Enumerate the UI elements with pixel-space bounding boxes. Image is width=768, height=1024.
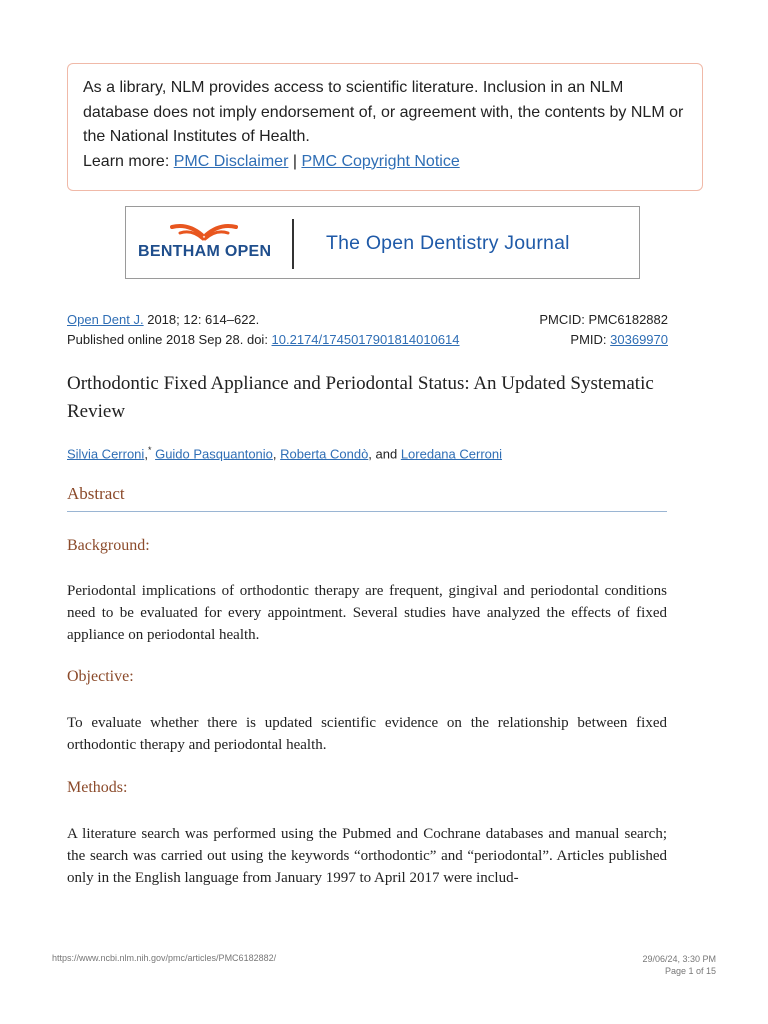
doi-link[interactable]: 10.2174/1745017901814010614 [271,332,460,347]
objective-heading: Objective: [67,668,134,685]
methods-heading: Methods: [67,779,128,796]
volume-pages: 2018; 12: 614–622. [143,312,260,327]
banner-divider [292,219,294,269]
journal-banner [125,206,640,279]
article-title: Orthodontic Fixed Appliance and Periodontal Status: An Updated Systematic Review [67,373,654,422]
citation-info [67,310,460,350]
journal-name: The Open Dentistry Journal [326,232,570,254]
author-link[interactable]: Guido Pasquantonio [155,446,273,462]
link-separator: | [288,152,302,170]
abstract-heading: Abstract [67,484,667,512]
nlm-notice-box [67,63,703,191]
print-datetime: 29/06/24, 3:30 PM [642,954,716,964]
pmc-copyright-link[interactable]: PMC Copyright Notice [301,152,460,170]
author-link[interactable]: Silvia Cerroni [67,446,145,462]
pmcid: PMCID: PMC6182882 [539,312,668,327]
pmc-disclaimer-link[interactable]: PMC Disclaimer [173,152,289,170]
background-text: Periodontal implications of orthodontic therapy are frequent, gingival and periodontal conditions need to be evaluated for every appointment. Several studies have analyzed the effects of fixed appliance on periodontal health. [67,583,667,643]
methods-text: A literature search was performed using the Pubmed and Cochrane databases and manual search; the search was carried out using the keywords “orthodontic” and “periodontal”. Articles published only in the English language from January 1997 to April 2017 were includ- [67,826,667,886]
bentham-open-logo-icon [170,223,240,241]
pmid-link[interactable]: 30369970 [610,332,668,347]
author-separator: , [272,446,281,462]
author-separator: , and [368,446,401,462]
author-link[interactable]: Loredana Cerroni [400,446,503,462]
author-separator: , [144,446,148,462]
journal-link[interactable]: Open Dent J. [67,312,144,327]
author-link[interactable]: Roberta Condò [280,446,369,462]
corresponding-author-mark[interactable]: * [147,445,152,455]
page-number: Page 1 of 15 [664,966,716,976]
author-list [67,441,502,463]
page-url: https://www.ncbi.nlm.nih.gov/pmc/articles/PMC6182882/ [52,953,277,963]
objective-text: To evaluate whether there is updated scientific evidence on the relationship between fixed orthodontic therapy and periodontal health. [67,715,667,753]
publisher-name: BENTHAM OPEN [138,243,272,260]
notice-text: As a library, NLM provides access to scientific literature. Inclusion in an NLM database does not imply endorsement of, or agreement with, the contents by NLM or the National Institutes of Health. [83,79,684,145]
published-label: Published online 2018 Sep 28. doi: [67,332,272,347]
pmid-label: PMID: [570,332,611,347]
background-heading: Background: [67,537,150,554]
print-info [642,953,716,977]
identifier-info [539,310,668,350]
learn-more-label: Learn more: [83,152,174,170]
